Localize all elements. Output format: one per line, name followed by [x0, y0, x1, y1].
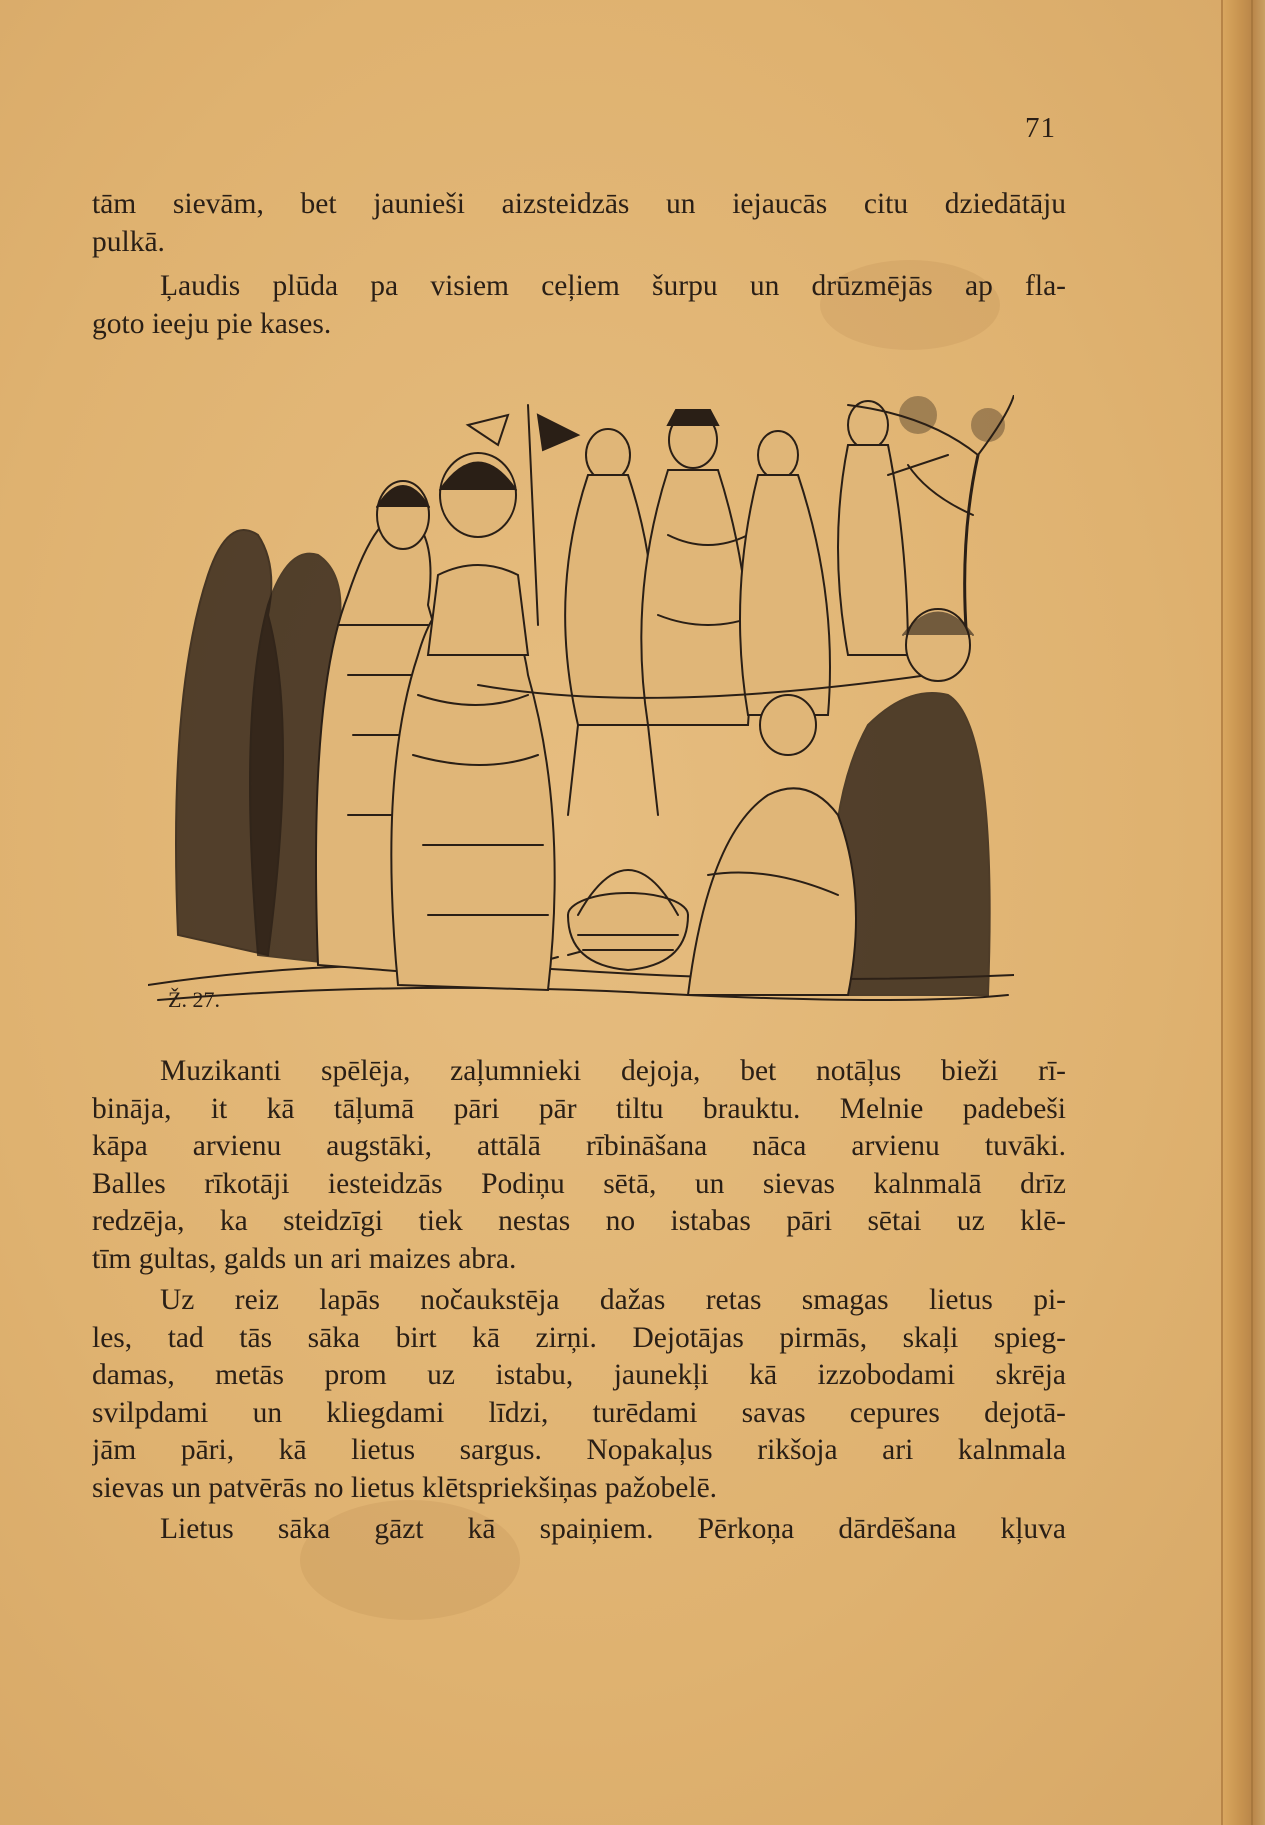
text-line: Ļaudis plūda pa visiem ceļiem šurpu un drūzmējās ap fla-: [160, 270, 1066, 302]
paragraph-thunder: [92, 1511, 1066, 1549]
book-spine: [1221, 0, 1265, 1825]
text-line: tīm gultas, galds un ari maizes abra.: [92, 1242, 517, 1275]
text-line: les, tad tās sāka birt kā zirņi. Dejotājas pirmās, skaļi spieg-: [92, 1321, 1066, 1354]
paragraph-continued: [92, 186, 1066, 261]
text-line: sievas un patvērās no lietus klētspriekšiņas pažobelē.: [92, 1471, 718, 1504]
text-line: goto ieeju pie kases.: [92, 307, 332, 340]
paragraph-rain: [92, 1282, 1066, 1507]
text-line: svilpdami un kliegdami līdzi, turēdami savas cepures dejotā-: [92, 1396, 1066, 1429]
text-line: redzēja, ka steidzīgi tiek nestas no istabas pāri sētai uz klē-: [92, 1205, 1066, 1237]
text-line: Uz reiz lapās nočaukstēja dažas retas smagas lietus pi-: [160, 1284, 1066, 1316]
page-number: 71: [1025, 112, 1056, 144]
dance-illustration: [148, 395, 1014, 1015]
text-line: pulkā.: [92, 225, 165, 258]
text-line: Muzikanti spēlēja, zaļumnieki dejoja, bet notāļus bieži rī-: [160, 1055, 1066, 1087]
paragraph-musicians: [92, 1053, 1066, 1278]
text-line: damas, metās prom uz istabu, jaunekļi kā izzobodami skrēja: [92, 1359, 1066, 1391]
text-line: bināja, it kā tāļumā pāri pār tiltu brauktu. Melnie padebeši: [92, 1092, 1066, 1125]
spine-edge: [1251, 0, 1253, 1825]
illustration-signature: Ž. 27.: [168, 987, 220, 1012]
text-line: kāpa arvienu augstāki, attālā rībināšana nāca arvienu tuvāki.: [92, 1130, 1066, 1162]
text-line: tām sievām, bet jaunieši aizsteidzās un iejaucās citu dziedātāju: [92, 188, 1066, 220]
text-line: Lietus sāka gāzt kā spaiņiem. Pērkoņa dārdēšana kļuva: [160, 1513, 1066, 1545]
text-line: jām pāri, kā lietus sargus. Nopakaļus rikšoja ari kalnmala: [92, 1434, 1066, 1466]
text-line: Balles rīkotāji iesteidzās Podiņu sētā, un sievas kalnmalā drīz: [92, 1167, 1066, 1200]
paragraph-people: [92, 268, 1066, 343]
